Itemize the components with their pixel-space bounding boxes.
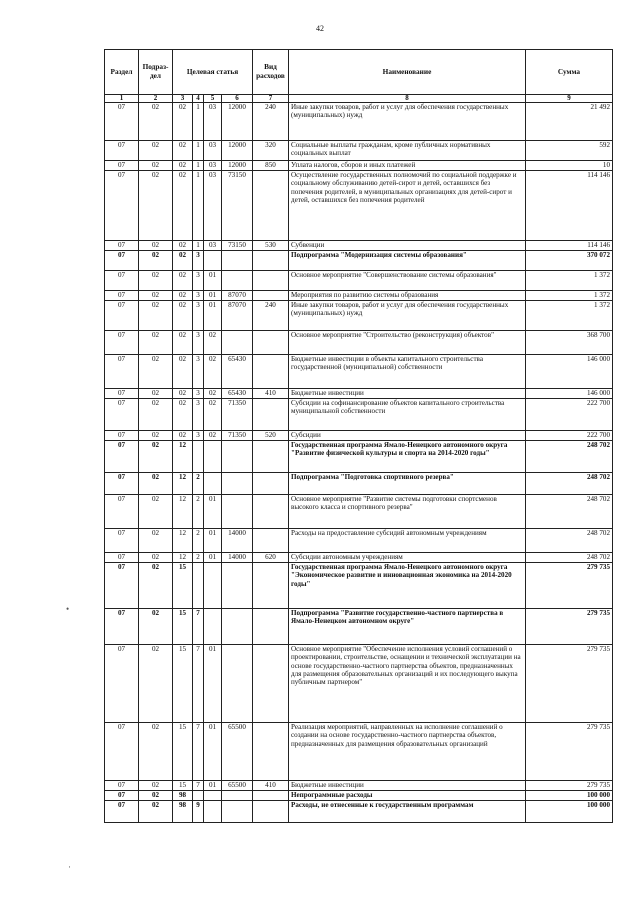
cell-section: 07 xyxy=(105,791,139,801)
cell-sum: 368 700 xyxy=(526,331,613,355)
table-header-row xyxy=(105,50,613,95)
cell-name: Осуществление государственных полномочий по социальной поддержке и социальному обслуживанию детей-сирот и детей, оставшихся без попечения родителей, в муниципальных организациях для детей-сирот и детей, оставшихся без попечения родителей xyxy=(289,171,526,241)
header-sum: Сумма xyxy=(526,50,613,95)
cell-expense-type xyxy=(253,251,289,271)
cell-direction xyxy=(222,473,253,495)
table-row xyxy=(105,431,613,441)
cell-expense-type: 320 xyxy=(253,141,289,161)
cell-sum: 248 702 xyxy=(526,553,613,563)
cell-section: 07 xyxy=(105,161,139,171)
table-row xyxy=(105,399,613,431)
cell-name: Бюджетные инвестиции xyxy=(289,781,526,791)
cell-sum: 279 735 xyxy=(526,609,613,645)
cell-name: Субсидии xyxy=(289,431,526,441)
cell-expense-type xyxy=(253,399,289,431)
cell-activity xyxy=(204,473,222,495)
cell-subprogram xyxy=(193,563,204,609)
cell-program: 15 xyxy=(173,723,193,781)
cell-subprogram xyxy=(193,791,204,801)
cell-subsection: 02 xyxy=(139,723,173,781)
cell-activity xyxy=(204,441,222,473)
cell-direction: 65430 xyxy=(222,355,253,389)
cell-program: 15 xyxy=(173,563,193,609)
cell-sum: 279 735 xyxy=(526,563,613,609)
cell-direction: 65500 xyxy=(222,723,253,781)
cell-direction xyxy=(222,609,253,645)
cell-expense-type xyxy=(253,291,289,301)
cell-activity: 02 xyxy=(204,389,222,399)
cell-program: 15 xyxy=(173,645,193,723)
cell-expense-type: 620 xyxy=(253,553,289,563)
cell-direction: 12000 xyxy=(222,161,253,171)
cell-subprogram: 2 xyxy=(193,553,204,563)
cell-sum: 222 700 xyxy=(526,399,613,431)
cell-direction: 65430 xyxy=(222,389,253,399)
cell-subprogram: 1 xyxy=(193,241,204,251)
cell-program: 12 xyxy=(173,473,193,495)
cell-activity: 02 xyxy=(204,355,222,389)
cell-section: 07 xyxy=(105,301,139,331)
cell-name: Расходы, не отнесенные к государственным программам xyxy=(289,801,526,823)
header-target: Целевая статья xyxy=(173,50,253,95)
cell-subsection: 02 xyxy=(139,529,173,553)
header-name: Наименование xyxy=(289,50,526,95)
cell-name: Государственная программа Ямало-Ненецкого автономного округа "Экономическое развитие и инновационная экономика на 2014-2020 годы" xyxy=(289,563,526,609)
table-row xyxy=(105,291,613,301)
header-section: Раздел xyxy=(105,50,139,95)
cell-section: 07 xyxy=(105,609,139,645)
col-number: 2 xyxy=(139,95,173,103)
cell-expense-type xyxy=(253,563,289,609)
table-row xyxy=(105,103,613,141)
cell-expense-type: 850 xyxy=(253,161,289,171)
cell-program: 02 xyxy=(173,301,193,331)
cell-expense-type xyxy=(253,355,289,389)
cell-name: Подпрограмма "Подготовка спортивного резерва" xyxy=(289,473,526,495)
cell-expense-type: 240 xyxy=(253,103,289,141)
cell-sum: 248 702 xyxy=(526,495,613,529)
cell-sum: 1 372 xyxy=(526,301,613,331)
scan-dot: · xyxy=(68,862,71,872)
cell-activity: 01 xyxy=(204,529,222,553)
table-row xyxy=(105,553,613,563)
cell-name: Основное мероприятие "Строительство (реконструкция) объектов" xyxy=(289,331,526,355)
cell-subprogram xyxy=(193,441,204,473)
cell-activity: 03 xyxy=(204,103,222,141)
cell-section: 07 xyxy=(105,495,139,529)
table-row xyxy=(105,271,613,291)
col-number: 7 xyxy=(253,95,289,103)
col-number: 4 xyxy=(193,95,204,103)
cell-direction: 71350 xyxy=(222,399,253,431)
cell-direction: 87070 xyxy=(222,291,253,301)
cell-subsection: 02 xyxy=(139,645,173,723)
header-expense-type: Вид расходов xyxy=(253,50,289,95)
cell-expense-type xyxy=(253,791,289,801)
cell-section: 07 xyxy=(105,723,139,781)
cell-expense-type: 410 xyxy=(253,389,289,399)
cell-program: 02 xyxy=(173,389,193,399)
cell-expense-type xyxy=(253,495,289,529)
cell-expense-type xyxy=(253,801,289,823)
col-number: 3 xyxy=(173,95,193,103)
col-number: 6 xyxy=(222,95,253,103)
cell-name: Бюджетные инвестиции xyxy=(289,389,526,399)
cell-name: Подпрограмма "Модернизация системы образования" xyxy=(289,251,526,271)
cell-name: Субсидии автономным учреждениям xyxy=(289,553,526,563)
cell-section: 07 xyxy=(105,251,139,271)
cell-name: Государственная программа Ямало-Ненецкого автономного округа "Развитие физической культуры и спорта на 2014-2020 годы" xyxy=(289,441,526,473)
cell-subprogram: 1 xyxy=(193,161,204,171)
cell-activity: 03 xyxy=(204,161,222,171)
col-number: 9 xyxy=(526,95,613,103)
table-row xyxy=(105,791,613,801)
cell-expense-type xyxy=(253,529,289,553)
cell-activity: 02 xyxy=(204,331,222,355)
cell-subprogram: 3 xyxy=(193,301,204,331)
cell-activity: 01 xyxy=(204,301,222,331)
cell-subprogram: 3 xyxy=(193,331,204,355)
cell-program: 15 xyxy=(173,609,193,645)
cell-sum: 279 735 xyxy=(526,781,613,791)
cell-sum: 248 702 xyxy=(526,473,613,495)
cell-program: 98 xyxy=(173,801,193,823)
cell-activity: 01 xyxy=(204,291,222,301)
cell-program: 12 xyxy=(173,553,193,563)
cell-section: 07 xyxy=(105,431,139,441)
cell-subprogram: 1 xyxy=(193,103,204,141)
cell-subsection: 02 xyxy=(139,441,173,473)
cell-program: 02 xyxy=(173,241,193,251)
cell-direction xyxy=(222,271,253,291)
cell-sum: 114 146 xyxy=(526,241,613,251)
cell-direction: 73150 xyxy=(222,171,253,241)
cell-section: 07 xyxy=(105,171,139,241)
table-row xyxy=(105,241,613,251)
cell-name: Субсидии на софинансирование объектов капитального строительства муниципальной собственности xyxy=(289,399,526,431)
table-row xyxy=(105,331,613,355)
cell-direction: 65500 xyxy=(222,781,253,791)
cell-subsection: 02 xyxy=(139,473,173,495)
cell-program: 12 xyxy=(173,529,193,553)
cell-sum: 248 702 xyxy=(526,529,613,553)
cell-subsection: 02 xyxy=(139,495,173,529)
cell-sum: 21 492 xyxy=(526,103,613,141)
table-row xyxy=(105,161,613,171)
cell-expense-type: 530 xyxy=(253,241,289,251)
cell-subsection: 02 xyxy=(139,241,173,251)
cell-subprogram: 3 xyxy=(193,389,204,399)
cell-subsection: 02 xyxy=(139,331,173,355)
cell-subsection: 02 xyxy=(139,553,173,563)
cell-name: Основное мероприятие "Обеспечение исполнения условий соглашений о проектировании, строительстве, оснащении и технической эксплуатации на основе государственно-частного партнерства объектов, предназначенных для размещения образовательных организаций и их последующего выкупа публичным партнером" xyxy=(289,645,526,723)
cell-name: Социальные выплаты гражданам, кроме публичных нормативных социальных выплат xyxy=(289,141,526,161)
cell-subprogram: 2 xyxy=(193,495,204,529)
cell-direction xyxy=(222,251,253,271)
cell-program: 15 xyxy=(173,781,193,791)
cell-program: 02 xyxy=(173,161,193,171)
cell-program: 98 xyxy=(173,791,193,801)
header-subsection: Подраз-дел xyxy=(139,50,173,95)
cell-direction xyxy=(222,441,253,473)
cell-direction: 87070 xyxy=(222,301,253,331)
cell-activity: 01 xyxy=(204,645,222,723)
cell-activity xyxy=(204,563,222,609)
col-number: 1 xyxy=(105,95,139,103)
cell-activity: 01 xyxy=(204,553,222,563)
cell-activity: 02 xyxy=(204,431,222,441)
table-row xyxy=(105,801,613,823)
cell-activity: 02 xyxy=(204,399,222,431)
cell-subprogram: 3 xyxy=(193,271,204,291)
cell-sum: 100 000 xyxy=(526,801,613,823)
cell-section: 07 xyxy=(105,241,139,251)
cell-direction: 12000 xyxy=(222,141,253,161)
cell-expense-type xyxy=(253,441,289,473)
cell-sum: 248 702 xyxy=(526,441,613,473)
cell-sum: 1 372 xyxy=(526,271,613,291)
cell-subprogram: 3 xyxy=(193,431,204,441)
cell-subprogram: 2 xyxy=(193,529,204,553)
table-row xyxy=(105,251,613,271)
table-row xyxy=(105,141,613,161)
cell-activity xyxy=(204,801,222,823)
cell-direction xyxy=(222,791,253,801)
cell-section: 07 xyxy=(105,141,139,161)
cell-section: 07 xyxy=(105,529,139,553)
table-row xyxy=(105,355,613,389)
cell-activity xyxy=(204,609,222,645)
cell-activity xyxy=(204,251,222,271)
cell-sum: 1 372 xyxy=(526,291,613,301)
cell-activity: 03 xyxy=(204,171,222,241)
table-row xyxy=(105,781,613,791)
table-row xyxy=(105,529,613,553)
cell-direction xyxy=(222,495,253,529)
cell-section: 07 xyxy=(105,441,139,473)
table-row xyxy=(105,495,613,529)
cell-direction xyxy=(222,331,253,355)
cell-subsection: 02 xyxy=(139,161,173,171)
cell-subsection: 02 xyxy=(139,301,173,331)
cell-subprogram: 3 xyxy=(193,251,204,271)
cell-sum: 10 xyxy=(526,161,613,171)
cell-activity: 01 xyxy=(204,723,222,781)
cell-expense-type: 410 xyxy=(253,781,289,791)
cell-direction xyxy=(222,645,253,723)
cell-program: 02 xyxy=(173,103,193,141)
cell-program: 02 xyxy=(173,291,193,301)
cell-subsection: 02 xyxy=(139,103,173,141)
table-row xyxy=(105,563,613,609)
cell-sum: 222 700 xyxy=(526,431,613,441)
cell-section: 07 xyxy=(105,781,139,791)
cell-subprogram: 3 xyxy=(193,399,204,431)
cell-name: Основное мероприятие "Развитие системы подготовки спортсменов высокого класса и спортивного резерва" xyxy=(289,495,526,529)
cell-subsection: 02 xyxy=(139,431,173,441)
cell-expense-type xyxy=(253,723,289,781)
cell-direction: 14000 xyxy=(222,529,253,553)
cell-subprogram: 7 xyxy=(193,609,204,645)
cell-name: Субвенции xyxy=(289,241,526,251)
cell-name: Расходы на предоставление субсидий автономным учреждениям xyxy=(289,529,526,553)
cell-program: 02 xyxy=(173,251,193,271)
cell-program: 02 xyxy=(173,355,193,389)
cell-section: 07 xyxy=(105,553,139,563)
cell-activity: 03 xyxy=(204,241,222,251)
cell-expense-type: 520 xyxy=(253,431,289,441)
cell-program: 12 xyxy=(173,441,193,473)
cell-sum: 114 146 xyxy=(526,171,613,241)
table-row xyxy=(105,645,613,723)
scan-dot: • xyxy=(66,604,70,614)
cell-section: 07 xyxy=(105,645,139,723)
column-number-row xyxy=(105,95,613,103)
cell-subsection: 02 xyxy=(139,801,173,823)
cell-subprogram: 7 xyxy=(193,781,204,791)
cell-expense-type xyxy=(253,473,289,495)
cell-subsection: 02 xyxy=(139,251,173,271)
table-row xyxy=(105,301,613,331)
cell-subsection: 02 xyxy=(139,563,173,609)
cell-name: Бюджетные инвестиции в объекты капитального строительства государственной (муниципальной) собственности xyxy=(289,355,526,389)
cell-activity: 01 xyxy=(204,495,222,529)
cell-program: 02 xyxy=(173,431,193,441)
cell-section: 07 xyxy=(105,355,139,389)
page-number: 42 xyxy=(316,24,324,33)
cell-subsection: 02 xyxy=(139,271,173,291)
cell-subsection: 02 xyxy=(139,141,173,161)
cell-section: 07 xyxy=(105,563,139,609)
cell-sum: 146 000 xyxy=(526,355,613,389)
cell-subsection: 02 xyxy=(139,791,173,801)
col-number: 5 xyxy=(204,95,222,103)
cell-subsection: 02 xyxy=(139,399,173,431)
cell-direction: 73150 xyxy=(222,241,253,251)
cell-name: Подпрограмма "Развитие государственно-частного партнерства в Ямало-Ненецком автономном округе" xyxy=(289,609,526,645)
cell-subprogram: 9 xyxy=(193,801,204,823)
cell-subprogram: 7 xyxy=(193,723,204,781)
cell-sum: 279 735 xyxy=(526,645,613,723)
cell-sum: 279 735 xyxy=(526,723,613,781)
cell-program: 02 xyxy=(173,399,193,431)
cell-sum: 592 xyxy=(526,141,613,161)
cell-direction xyxy=(222,563,253,609)
cell-expense-type xyxy=(253,271,289,291)
cell-subprogram: 3 xyxy=(193,355,204,389)
cell-program: 02 xyxy=(173,271,193,291)
cell-expense-type: 240 xyxy=(253,301,289,331)
cell-activity: 03 xyxy=(204,141,222,161)
cell-expense-type xyxy=(253,609,289,645)
cell-subsection: 02 xyxy=(139,171,173,241)
cell-name: Основное мероприятие "Совершенствование системы образования" xyxy=(289,271,526,291)
cell-program: 02 xyxy=(173,141,193,161)
cell-sum: 146 000 xyxy=(526,389,613,399)
table-row xyxy=(105,723,613,781)
cell-section: 07 xyxy=(105,399,139,431)
cell-subprogram: 3 xyxy=(193,291,204,301)
cell-section: 07 xyxy=(105,473,139,495)
cell-sum: 370 072 xyxy=(526,251,613,271)
cell-name: Реализация мероприятий, направленных на исполнение соглашений о создании на основе государственно-частного партнерства объектов, предназначенных для размещения образовательных организаций xyxy=(289,723,526,781)
cell-activity xyxy=(204,791,222,801)
table-row xyxy=(105,389,613,399)
cell-expense-type xyxy=(253,645,289,723)
cell-section: 07 xyxy=(105,801,139,823)
table-row xyxy=(105,609,613,645)
table-row xyxy=(105,441,613,473)
cell-subprogram: 7 xyxy=(193,645,204,723)
cell-name: Уплата налогов, сборов и иных платежей xyxy=(289,161,526,171)
table-body xyxy=(105,103,613,823)
cell-subprogram: 1 xyxy=(193,171,204,241)
cell-direction xyxy=(222,801,253,823)
cell-name: Иные закупки товаров, работ и услуг для обеспечения государственных (муниципальных) нужд xyxy=(289,103,526,141)
cell-subsection: 02 xyxy=(139,389,173,399)
table-row xyxy=(105,171,613,241)
cell-activity: 01 xyxy=(204,781,222,791)
cell-section: 07 xyxy=(105,331,139,355)
cell-subprogram: 1 xyxy=(193,141,204,161)
cell-section: 07 xyxy=(105,291,139,301)
cell-direction: 14000 xyxy=(222,553,253,563)
cell-program: 12 xyxy=(173,495,193,529)
cell-section: 07 xyxy=(105,271,139,291)
cell-activity: 01 xyxy=(204,271,222,291)
cell-subsection: 02 xyxy=(139,609,173,645)
cell-subsection: 02 xyxy=(139,781,173,791)
cell-name: Мероприятия по развитию системы образования xyxy=(289,291,526,301)
cell-subsection: 02 xyxy=(139,291,173,301)
cell-name: Иные закупки товаров, работ и услуг для обеспечения государственных (муниципальных) нужд xyxy=(289,301,526,331)
cell-name: Непрограммные расходы xyxy=(289,791,526,801)
table-row xyxy=(105,473,613,495)
cell-section: 07 xyxy=(105,103,139,141)
col-number: 8 xyxy=(289,95,526,103)
cell-direction: 71350 xyxy=(222,431,253,441)
cell-program: 02 xyxy=(173,331,193,355)
budget-table xyxy=(104,49,613,823)
cell-program: 02 xyxy=(173,171,193,241)
cell-expense-type xyxy=(253,331,289,355)
cell-subprogram: 2 xyxy=(193,473,204,495)
cell-direction: 12000 xyxy=(222,103,253,141)
cell-section: 07 xyxy=(105,389,139,399)
cell-sum: 100 000 xyxy=(526,791,613,801)
cell-expense-type xyxy=(253,171,289,241)
cell-subsection: 02 xyxy=(139,355,173,389)
